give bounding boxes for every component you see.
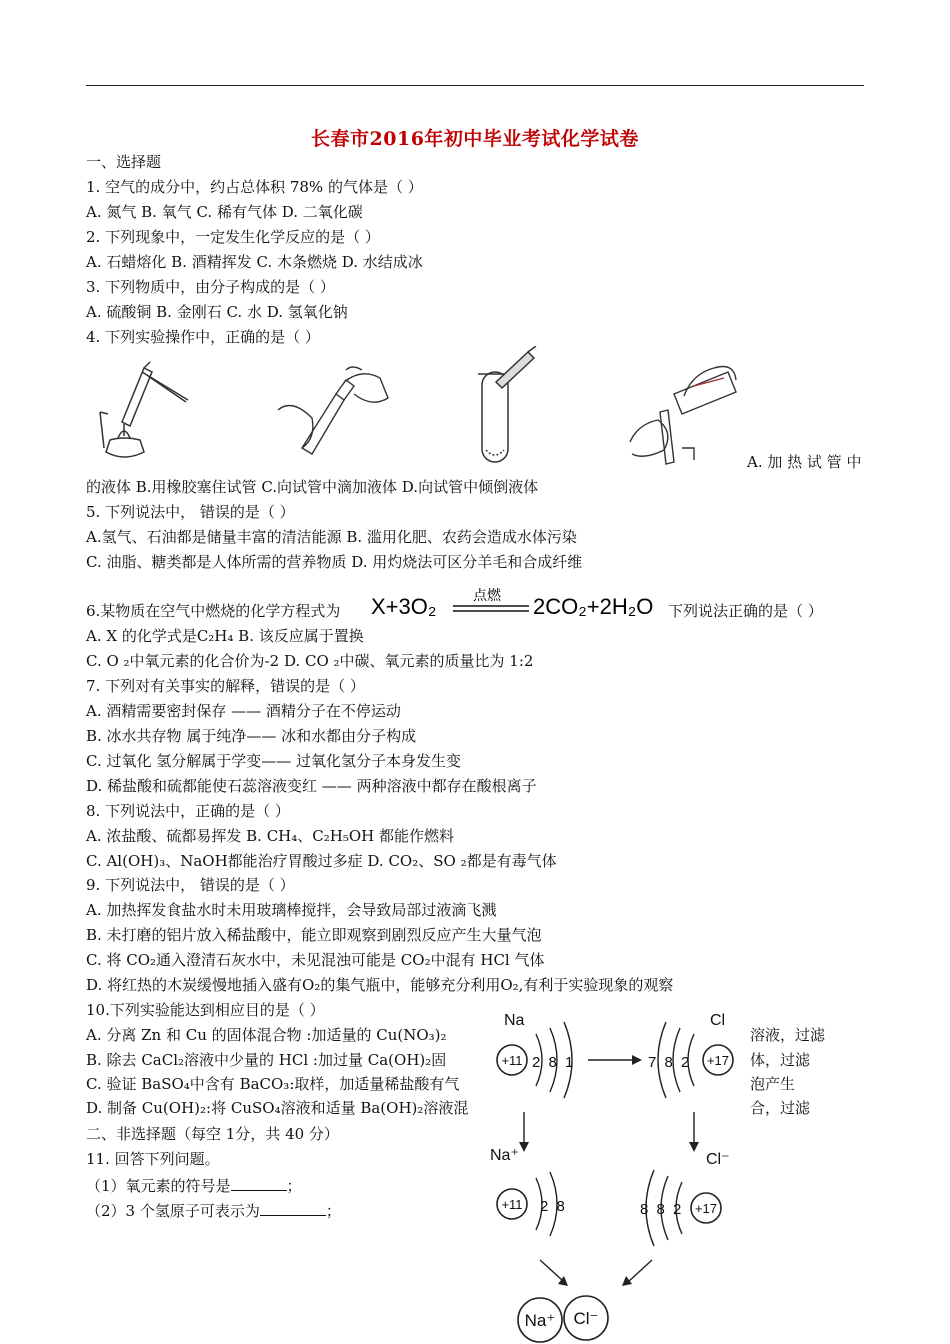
- question-10-option-a: A. 分离 Zn 和 Cu 的固体混合物 :加适量的 Cu(NO₃)₂: [86, 1026, 447, 1044]
- question-10-option-c: C. 验证 BaSO₄中含有 BaCO₃:取样，加适量稀盐酸有气: [86, 1075, 460, 1093]
- question-11-part-1: （1）氧元素的符号是: [86, 1177, 231, 1195]
- answer-blank-1[interactable]: [231, 1174, 287, 1191]
- question-4-stem: 4. 下列实验操作中，正确的是（ ）: [86, 328, 320, 346]
- section-heading-2: 二、非选择题（每空 1分，共 40 分）: [86, 1125, 339, 1143]
- question-9-stem: 9. 下列说法中， 错误的是（ ）: [86, 876, 295, 894]
- question-11-stem: 11. 回答下列问题。: [86, 1150, 220, 1168]
- cl-shell-electrons: 7 8 2: [648, 1054, 692, 1071]
- question-6-line2: C. O ₂中氧元素的化合价为-2 D. CO ₂中碳、氧元素的质量比为 1:2: [86, 652, 534, 670]
- question-2-options: A. 石蜡熔化 B. 酒精挥发 C. 木条燃烧 D. 水结成冰: [86, 253, 423, 271]
- cl-ion-label: Cl⁻: [706, 1151, 730, 1168]
- question-4-option-a: A. 加 热 试 管 中: [747, 453, 862, 471]
- na-ion-nucleus-charge: +11: [501, 1197, 523, 1212]
- figure-pouring-liquid: [624, 350, 740, 470]
- question-8-line1: A. 浓盐酸、硫都易挥发 B. CH₄、C₂H₅OH 都能作燃料: [86, 827, 454, 845]
- question-10-stem: 10.下列实验能达到相应目的是（ ）: [86, 1001, 325, 1019]
- question-10-option-b-tail: 体，过滤: [750, 1051, 811, 1069]
- question-9-option-a: A. 加热挥发食盐水时未用玻璃棒搅拌，会导致局部过液滴飞溅: [86, 901, 497, 919]
- question-11-part-2-end: ；: [325, 1202, 341, 1220]
- question-1-stem: 1. 空气的成分中，约占总体积 78% 的气体是（ ）: [86, 178, 423, 196]
- question-7-option-c: C. 过氧化 氢分解属于学变—— 过氧化氢分子本身发生变: [86, 752, 462, 770]
- question-7-option-d: D. 稀盐酸和硫都能使石蕊溶液变红 —— 两种溶液中都存在酸根离子: [86, 777, 537, 795]
- na-ion-shell-electrons: 2 8: [540, 1198, 567, 1215]
- question-10-option-b: B. 除去 CaCl₂溶液中少量的 HCl :加过量 Ca(OH)₂固: [86, 1051, 447, 1069]
- question-8-stem: 8. 下列说法中，正确的是（ ）: [86, 802, 290, 820]
- question-9-option-c: C. 将 CO₂通入澄清石灰水中，未见混浊可能是 CO₂中混有 HCl 气体: [86, 951, 545, 969]
- section-heading: 一、选择题: [86, 153, 162, 171]
- cl-ion-shell-electrons: 8 8 2: [640, 1201, 684, 1218]
- question-9-option-d: D. 将红热的木炭缓慢地插入盛有O₂的集气瓶中，能够充分利用O₂,有利于实验现象的观察: [86, 976, 674, 994]
- product-na-label: Na⁺: [524, 1311, 556, 1330]
- cl-ion-nucleus-charge: +17: [694, 1201, 718, 1216]
- question-5-line2: C. 油脂、糖类都是人体所需的营养物质 D. 用灼烧法可区分羊毛和合成纤维: [86, 553, 583, 571]
- question-8-line2: C. Al(OH)₃、NaOH都能治疗胃酸过多症 D. CO₂、SO ₂都是有毒气体: [86, 852, 557, 870]
- product-cl-label: Cl⁻: [573, 1309, 599, 1328]
- figure-dropper-test-tube: [476, 346, 546, 468]
- ion-formation-diagram: [470, 1004, 750, 1344]
- figure-rubber-stopper: [272, 358, 392, 458]
- question-11-part-1-end: ；: [286, 1177, 302, 1195]
- question-5-stem: 5. 下列说法中， 错误的是（ ）: [86, 503, 295, 521]
- question-3-stem: 3. 下列物质中，由分子构成的是（ ）: [86, 278, 335, 296]
- chemical-equation: [371, 586, 671, 630]
- cl-atom-label: Cl: [710, 1012, 726, 1029]
- question-7-stem: 7. 下列对有关事实的解释，错误的是（ ）: [86, 677, 365, 695]
- equation-left: X+3O₂: [371, 594, 437, 619]
- question-7-option-b: B. 冰水共存物 属于纯净—— 冰和水都由分子构成: [86, 727, 417, 745]
- question-10-option-a-tail: 溶液，过滤: [750, 1026, 826, 1044]
- question-4-options: 的液体 B.用橡胶塞住试管 C.向试管中滴加液体 D.向试管中倾倒液体: [86, 478, 539, 496]
- question-6-line1: A. X 的化学式是C₂H₄ B. 该反应属于置换: [86, 627, 364, 645]
- na-atom-label: Na: [504, 1012, 525, 1029]
- page-title: 长春市2016年初中毕业考试化学试卷: [311, 128, 639, 150]
- question-9-option-b: B. 未打磨的铝片放入稀盐酸中，能立即观察到剧烈反应产生大量气泡: [86, 926, 542, 944]
- question-2-stem: 2. 下列现象中，一定发生化学反应的是（ ）: [86, 228, 380, 246]
- question-6-stem-before: 6.某物质在空气中燃烧的化学方程式为: [86, 602, 341, 620]
- na-ion-label: Na⁺: [490, 1147, 519, 1164]
- question-10-option-d-tail: 合，过滤: [750, 1099, 811, 1117]
- question-7-option-a: A. 酒精需要密封保存 —— 酒精分子在不停运动: [86, 702, 401, 720]
- figure-heating-tube: [96, 352, 196, 464]
- question-11-part-2: （2）3 个氢原子可表示为: [86, 1202, 260, 1220]
- question-3-options: A. 硫酸铜 B. 金刚石 C. 水 D. 氢氧化钠: [86, 303, 348, 321]
- header-rule: [86, 85, 864, 86]
- equation-right: 2CO₂+2H₂O: [533, 594, 654, 619]
- question-6-stem-after: 下列说法正确的是（ ）: [668, 602, 823, 620]
- na-nucleus-charge: +11: [501, 1053, 523, 1068]
- question-10-option-c-tail: 泡产生: [750, 1075, 796, 1093]
- equation-condition: 点燃: [473, 587, 501, 603]
- na-shell-electrons: 2 8 1: [532, 1054, 576, 1071]
- question-5-line1: A.氢气、石油都是储量丰富的清洁能源 B. 滥用化肥、农药会造成水体污染: [86, 528, 577, 546]
- question-10-option-d: D. 制备 Cu(OH)₂:将 CuSO₄溶液和适量 Ba(OH)₂溶液混: [86, 1099, 469, 1117]
- answer-blank-2[interactable]: [260, 1199, 326, 1216]
- cl-nucleus-charge: +17: [706, 1053, 730, 1068]
- question-1-options: A. 氮气 B. 氧气 C. 稀有气体 D. 二氧化碳: [86, 203, 363, 221]
